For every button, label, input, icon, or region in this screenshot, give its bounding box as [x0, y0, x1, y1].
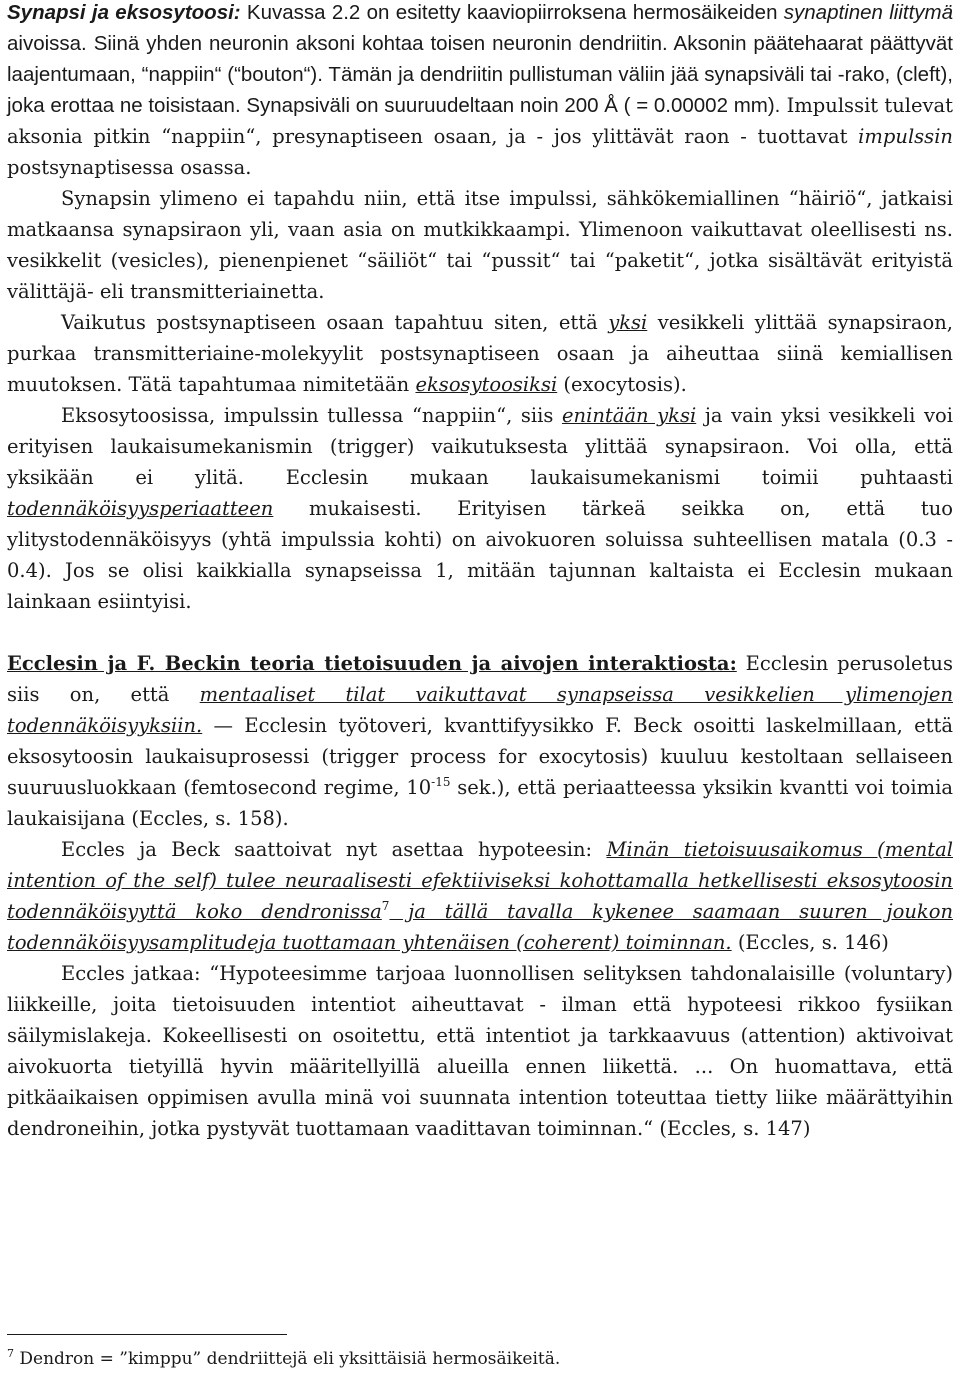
paragraph-ylimeno: Synapsin ylimeno ei tapahdu niin, että itse impulssi, sähkökemiallinen “häiriö“, jatkaisi matkaansa synapsiraon yli, vaan asia on mutkikkaampi. Ylimenoon vaikuttavat oleellisesti ns. vesikkelit (vesicles), pienenpienet “säiliöt“ tai “pussit“ tai “paketit“, jotka sisältävät erityistä välittäjä- eli transmitteriainetta.	[7, 187, 953, 303]
footnote-mark: 7	[7, 1347, 14, 1360]
footnote-reference: 7	[381, 899, 390, 913]
footnote	[7, 1348, 560, 1370]
section-heading-synapsi: Synapsi ja eksosytoosi:	[7, 1, 241, 24]
document-body	[7, 0, 953, 1144]
paragraph-hypoteesi: Eccles ja Beck saattoivat nyt asettaa hypoteesin: Minän tietoisuusaikomus (mental intention of the self) tulee neuraalisesti efektiiviseksi kohottamalla hetkellisesti eksosytoosin todennäköisyyttä koko dendronissa$^7$ ja tällä tavalla kykenee saamaan suuren joukon todennäköisyysamplitudeja tuottamaan yhtenäisen (coherent) toiminnan. (Eccles, s. 146)	[7, 838, 954, 954]
paragraph-eccles-beck: Ecclesin ja F. Beckin teoria tietoisuuden ja aivojen interaktiosta: Ecclesin perusoletus siis on, että mentaaliset tilat vaikuttavat synapseissa vesikkelien ylimenojen todennäköisyyksiin. — Ecclesin työtoveri, kvanttifyysikko F. Beck osoitti laskelmillaan, että eksosytoosin laukaisuprosessi (trigger process for exocytosis) kuuluu kestoltaan sellaiseen suuruusluokkaan (femtosecond regime, $10^{-15}$ sek.), että periaatteessa yksikin kvantti voi toimia laukaisijana (Eccles, s. 158).	[7, 652, 954, 830]
footnote-separator	[7, 1334, 287, 1335]
document-page	[7, 0, 953, 1144]
paragraph-eccles-jatkaa: Eccles jatkaa: “Hypoteesimme tarjoaa luonnollisen selityksen tahdonalaisille (voluntary) liikkeille, joita tietoisuuden intentiot aiheuttavat - ilman että hypoteesi rikkoo fysiikan säilymislakeja. Kokeellisesti on osoitettu, että intentiot ja tarkkaavuus (attention) aktivoivat aivokuorta tietyillä hyvin määritellyillä alueilla ennen liikettä. ... On huomattava, että pitkäaikaisen oppimisen avulla minä voi suunnata intention toteuttaa tietty liike määrättyihin dendroneihin, jotka pystyvät tuottamaan vaadittavan toiminnan.“ (Eccles, s. 147)	[7, 962, 953, 1140]
section-heading-eccles-beck: Ecclesin ja F. Beckin teoria tietoisuuden ja aivojen interaktiosta:	[7, 652, 737, 675]
footnote-text: Dendron = ”kimppu” dendriittejä eli yksittäisiä hermosäikeitä.	[14, 1349, 561, 1369]
paragraph-synapsi: Synapsi ja eksosytoosi: Kuvassa 2.2 on esitetty kaaviopiirroksena hermosäikeiden synaptinen liittymä aivoissa. Siinä yhden neuronin aksoni kohtaa toisen neuronin dendriitin. Aksonin päätehaarat päättyvät laajentumaan, “nappiin“ (“bouton“). Tämän ja dendriitin pullistuman väliin jää synapsiväli tai -rako, (cleft), joka erottaa ne toisistaan. Synapsiväli on suuruudeltaan noin 200 Å ( = 0.00002 mm). Impulssit tulevat aksonia pitkin “nappiin“, presynaptiseen osaan, ja - jos ylittävät raon - tuottavat impulssin postsynaptisessa osassa.	[7, 1, 954, 179]
paragraph-eksosytoosissa: Eksosytoosissa, impulssin tullessa “nappiin“, siis enintään yksi ja vain yksi vesikkeli voi erityisen laukaisumekanismin (trigger) vaikutuksesta ylittää synapsiraon. Voi olla, että yksikään ei ylitä. Ecclesin mukaan laukaisumekanismi toimii puhtaasti todennäköisyysperiaatteen mukaisesti. Erityisen tärkeä seikka on, että tuo ylitystodennäköisyys (yhtä impulssia kohti) on aivokuoren soluissa suhteellisen matala (0.3 - 0.4). Jos se olisi kaikkialla synapseissa 1, mitään tajunnan kaltaista ei Ecclesin mukaan lainkaan esiintyisi.	[7, 404, 953, 613]
paragraph-vaikutus: Vaikutus postsynaptiseen osaan tapahtuu siten, että yksi vesikkeli ylittää synapsiraon, purkaa transmitteriaine-molekyylit postsynaptiseen osaan ja aiheuttaa siinä kemiallisen muutoksen. Tätä tapahtumaa nimitetään eksosytoosiksi (exocytosis).	[7, 311, 953, 396]
